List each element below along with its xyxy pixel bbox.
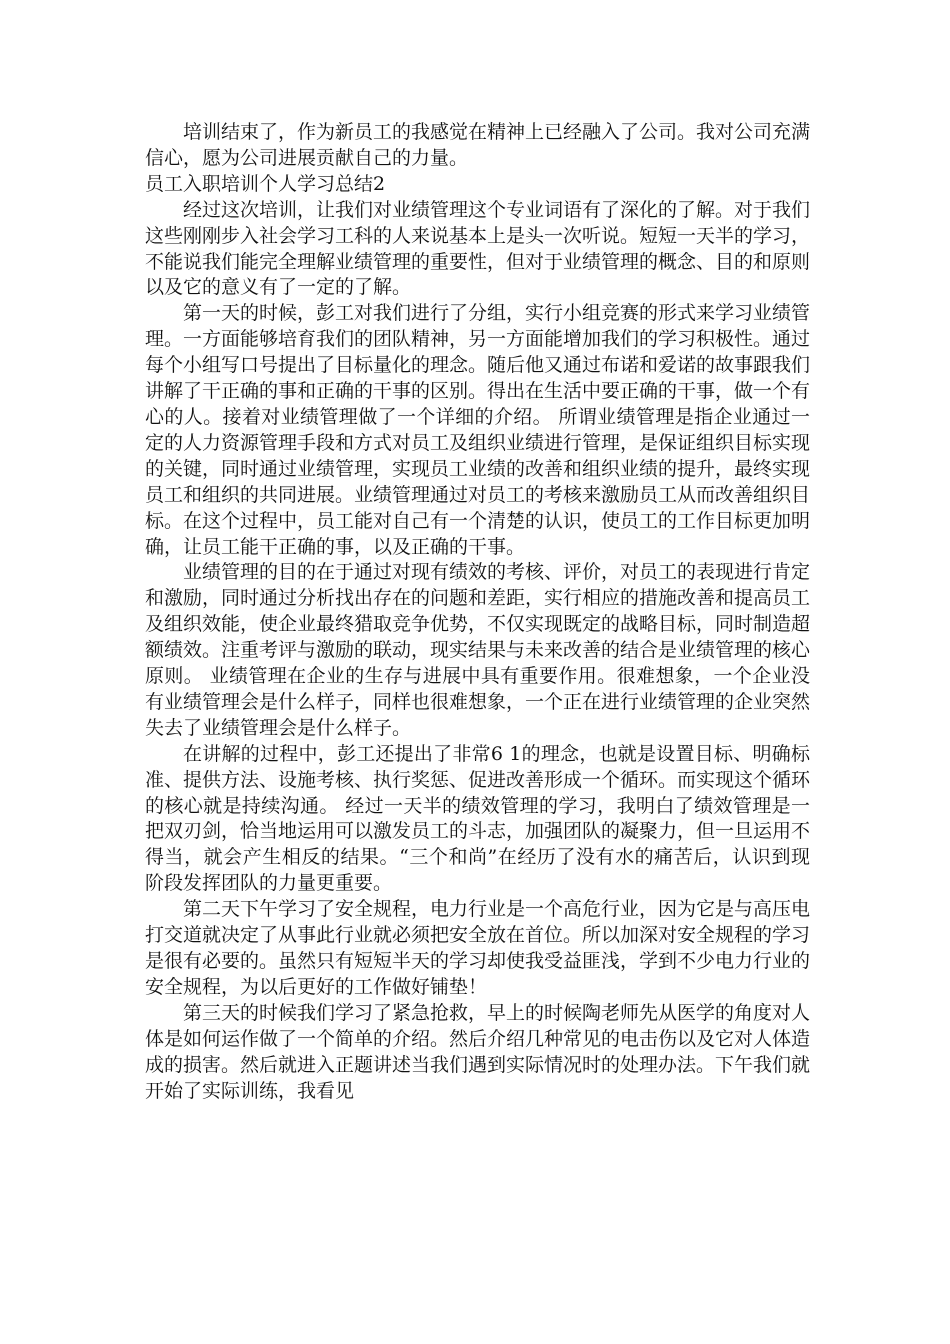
- paragraph-day-two: 第二天下午学习了安全规程，电力行业是一个高危行业，因为它是与高压电打交道就决定了从事此行业就必须把安全放在首位。所以加深对安全规程的学习是很有必要的。虽然只有短短半天的学习却使我受益匪浅，学到不少电力行业的安全规程，为以后更好的工作做好铺垫！: [145, 898, 811, 998]
- paragraph-training-conclusion: 培训结束了，作为新员工的我感觉在精神上已经融入了公司。我对公司充满信心，愿为公司进展贡献自己的力量。: [145, 121, 811, 169]
- paragraph-day-one: 第一天的时候，彭工对我们进行了分组，实行小组竞赛的形式来学习业绩管理。一方面能够培育我们的团队精神，另一方面能增加我们的学习积极性。通过每个小组写口号提出了目标量化的理念。随后他又通过布诺和爱诺的故事跟我们讲解了干正确的事和正确的干事的区别。得出在生活中要正确的干事，做一个有心的人。接着对业绩管理做了一个详细的介绍。 所谓业绩管理是指企业通过一定的人力资源管理手段和方式对员工及组织业绩进行管理，是保证组织目标实现的关键，同时通过业绩管理，实现员工业绩的改善和组织业绩的提升，最终实现员工和组织的共同进展。业绩管理通过对员工的考核来激励员工从而改善组织目标。在这个过程中，员工能对自己有一个清楚的认识，使员工的工作目标更加明确，让员工能干正确的事，以及正确的干事。: [145, 302, 811, 558]
- paragraph-purpose: 业绩管理的目的在于通过对现有绩效的考核、评价，对员工的表现进行肯定和激励，同时通过分析找出存在的问题和差距，实行相应的措施改善和提高员工及组织效能，使企业最终猎取竞争优势，不仅实现既定的战略目标，同时制造超额绩效。注重考评与激励的联动，现实结果与未来改善的结合是业绩管理的核心原则。 业绩管理在企业的生存与进展中具有重要作用。很难想象，一个企业没有业绩管理会是什么样子，同样也很难想象，一个正在进行业绩管理的企业突然失去了业绩管理会是什么样子。: [145, 561, 811, 739]
- paragraph-intro: 经过这次培训，让我们对业绩管理这个专业词语有了深化的了解。对于我们这些刚刚步入社会学习工科的人来说基本上是头一次听说。短短一天半的学习，不能说我们能完全理解业绩管理的重要性，但对于业绩管理的概念、目的和原则以及它的意义有了一定的了解。: [145, 198, 811, 299]
- section-heading: 员工入职培训个人学习总结2: [145, 172, 386, 195]
- document-page: [145, 120, 810, 1104]
- paragraph-day-three: 第三天的时候我们学习了紧急抢救，早上的时候陶老师先从医学的角度对人体是如何运作做了一个简单的介绍。然后介绍几种常见的电击伤以及它对人体造成的损害。然后就进入正题讲述当我们遇到实际情况时的处理办法。下午我们就开始了实际训练，我看见: [145, 1001, 811, 1102]
- paragraph-cycle: 在讲解的过程中，彭工还提出了非常6 1的理念，也就是设置目标、明确标准、提供方法、设施考核、执行奖惩、促进改善形成一个循环。而实现这个循环的核心就是持续沟通。 经过一天半的绩效管理的学习，我明白了绩效管理是一把双刃剑，恰当地运用可以激发员工的斗志，加强团队的凝聚力，但一旦运用不得当，就会产生相反的结果。“三个和尚”在经历了没有水的痛苦后，认识到现阶段发挥团队的力量更重要。: [145, 742, 811, 895]
